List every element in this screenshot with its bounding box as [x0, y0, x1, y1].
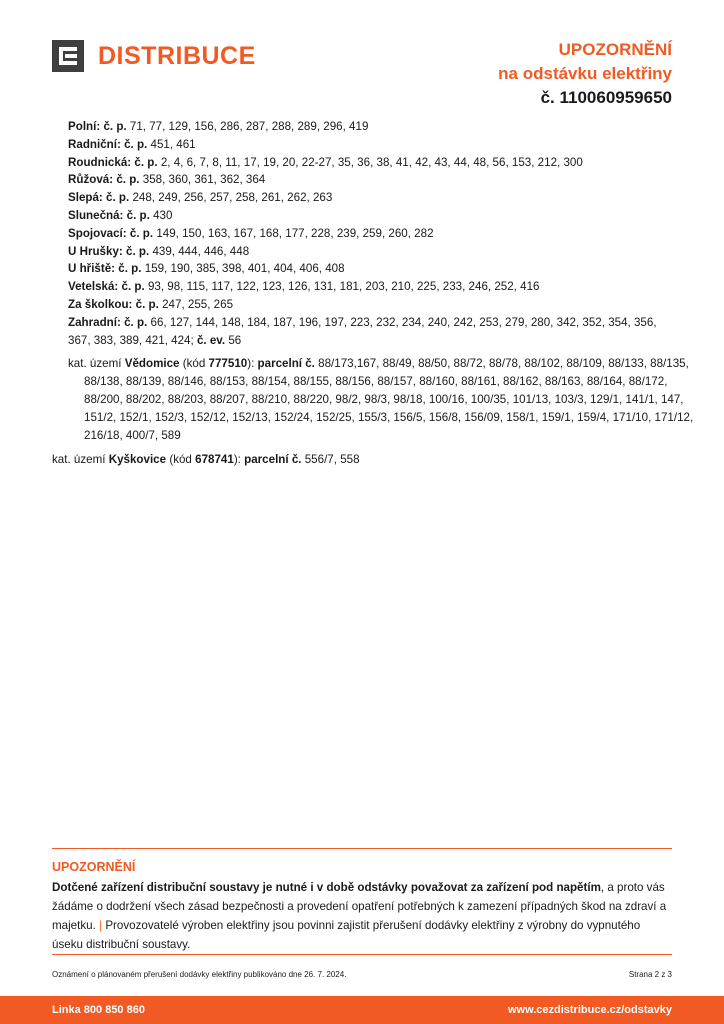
street-row [68, 243, 678, 261]
street-name: Radniční: [68, 137, 121, 151]
street-row [68, 154, 678, 172]
street-row [68, 136, 678, 154]
street-name: Růžová: [68, 173, 114, 187]
website-link[interactable]: www.cezdistribuce.cz/odstavky [507, 1004, 672, 1016]
street-label: č. p. [124, 137, 148, 151]
divider-bottom [52, 954, 672, 955]
street-label: č. p. [135, 297, 159, 311]
street-name: Polní: [68, 120, 101, 133]
publication-note: Oznámení o plánovaném přerušení dodávky elektřiny publikováno dne 26. 7. 2024. [52, 970, 347, 979]
street-name: Roudnická: [68, 155, 132, 169]
street-name: U Hrušky: [68, 244, 123, 258]
street-label: č. p. [116, 173, 140, 187]
street-label: č. p. [106, 191, 130, 205]
street-values: 66, 127, 144, 148, 184, 187, 196, 197, 223, 232, 234, 240, 242, 253, 279, 280, 342, 352, 354, 356, 367, 383, 389, 421, 424; [68, 315, 657, 347]
street-label: č. p. [121, 280, 145, 294]
street-label: č. p. [126, 244, 150, 258]
street-row [68, 118, 678, 136]
street-name: U hřiště: [68, 262, 116, 276]
street-label2: č. ev. [196, 333, 226, 347]
cadastral-area-vedomice: kat. území Vědomice (kód 777510): parcelní č. 88/173,167, 88/49, 88/50, 88/72, 88/78, 88/102, 88/109, 88/133, 88/135, 88/138, 88/139, 88/146, 88/153, 88/154, 88/155, 88/156, 88/157, 88/160, 88/161, 88/162, 88/163, 88/164, 88/172, 88/200, 88/202, 88/203, 88/207, 88/210, 88/220, 98/2, 98/3, 98/18, 100/16, 100/35, 101/13, 103/3, 129/1, 141/1, 147, 151/2, 152/1, 152/3, 152/12, 152/13, 152/24, 152/25, 155/3, 156/5, 156/8, 156/09, 158/1, 159/1, 159/4, 171/10, 171/12, 216/18, 400/7, 589 [68, 357, 694, 442]
cez-logo-icon [52, 40, 84, 72]
street-values: 439, 444, 446, 448 [152, 244, 250, 258]
street-values: 247, 255, 265 [162, 297, 234, 311]
company-logo [52, 40, 256, 72]
street-label: č. p. [124, 315, 148, 329]
street-values: 430 [153, 208, 173, 222]
street-values: 2, 4, 6, 7, 8, 11, 17, 19, 20, 22-27, 35, 36, 38, 41, 42, 43, 44, 48, 56, 153, 212, 300 [160, 155, 583, 169]
street-values: 451, 461 [150, 137, 196, 151]
page-number: Strana 2 z 3 [628, 970, 672, 979]
street-values: 159, 190, 385, 398, 401, 404, 406, 408 [144, 262, 345, 276]
cadastral-area-kyskovice: kat. území Kyškovice (kód 678741): parcelní č. 556/7, 558 [52, 453, 360, 466]
street-row [68, 260, 678, 278]
street-name: Slunečná: [68, 208, 124, 222]
street-name: Slepá: [68, 191, 103, 205]
street-label: č. p. [129, 226, 154, 240]
street-values: 248, 249, 256, 257, 258, 261, 262, 263 [132, 191, 333, 205]
warning-title: UPOZORNĚNÍ [52, 860, 136, 874]
street-row-zahradni [68, 314, 678, 350]
notice-header [498, 38, 672, 110]
notice-number: č. 110060959650 [540, 88, 672, 107]
warning-text: Dotčené zařízení distribuční soustavy je nutné i v době odstávky považovat za zařízení pod napětím, a proto vás žádáme o dodržení všech zásad bezpečnosti a provedení opatření potřebných k zamezení případných škod na zdraví a majetku. | Provozovatelé výroben elektřiny jsou povinni zajistit přerušení dodávky elektřiny z výrobny do vypnutého úseku distribuční soustavy. [52, 881, 667, 951]
street-row [68, 189, 678, 207]
street-row [68, 171, 678, 189]
street-row [68, 225, 678, 243]
street-name: Spojovací: [68, 226, 127, 240]
street-list [68, 118, 694, 444]
street-label: č. p. [118, 262, 142, 276]
street-values: 358, 360, 361, 362, 364 [142, 173, 266, 187]
divider-top [52, 848, 672, 849]
street-values: 71, 77, 129, 156, 286, 287, 288, 289, 296, 419 [129, 120, 369, 133]
street-label: č. p. [134, 155, 158, 169]
street-name: Vetelská: [68, 280, 119, 294]
street-name: Zahradní: [68, 315, 121, 329]
notice-title: UPOZORNĚNÍ [558, 40, 672, 59]
logo-text: DISTRIBUCE [98, 41, 256, 70]
street-name: Za školkou: [68, 297, 133, 311]
street-values: 149, 150, 163, 167, 168, 177, 228, 239, 259, 260, 282 [156, 226, 434, 240]
hotline: Linka 800 850 860 [52, 1004, 145, 1016]
street-values: 93, 98, 115, 117, 122, 123, 126, 131, 181, 203, 210, 225, 233, 246, 252, 416 [147, 280, 540, 294]
street-values2: 56 [228, 333, 242, 347]
street-label: č. p. [126, 208, 150, 222]
street-label: č. p. [103, 120, 127, 133]
street-row [68, 278, 678, 296]
street-row [68, 296, 678, 314]
notice-subtitle: na odstávku elektřiny [498, 64, 672, 83]
street-row [68, 207, 678, 225]
